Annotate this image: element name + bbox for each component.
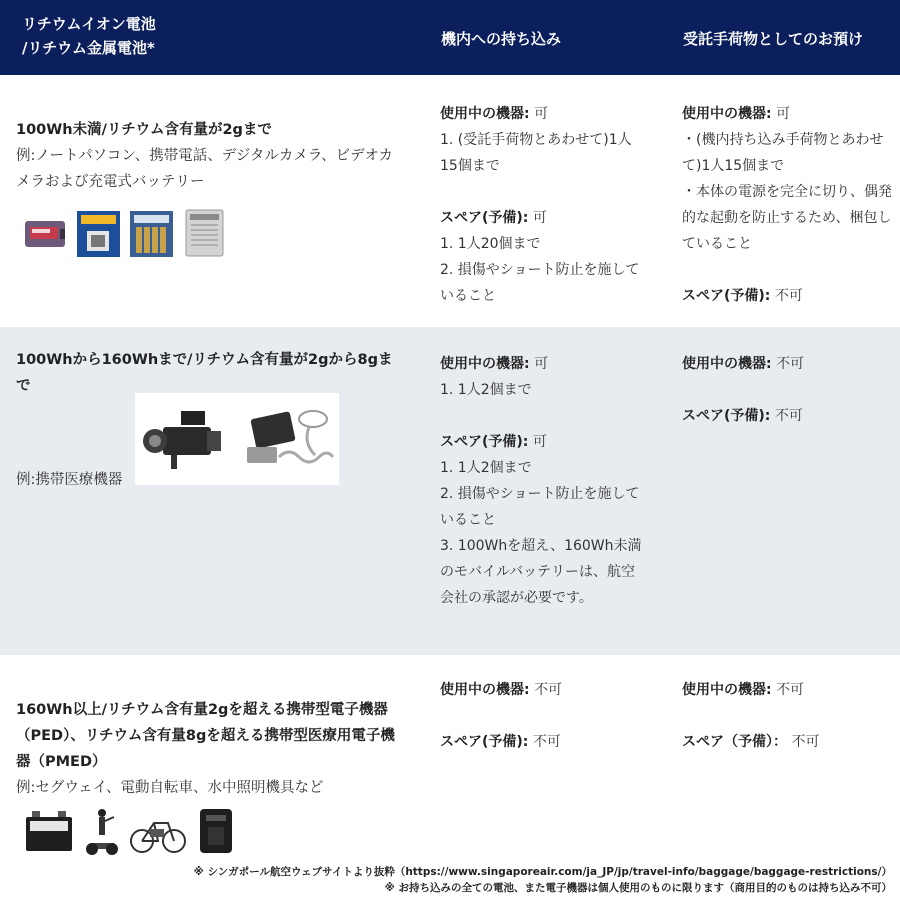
category-title: 100Wh未満/リチウム含有量が2gまで bbox=[16, 122, 272, 138]
carry-on-cell bbox=[440, 351, 645, 611]
category-example: 例:ノートパソコン、携帯電話、デジタルカメラ、ビデオカメラおよび充電式バッテリー bbox=[16, 148, 393, 190]
in-use-label: 使用中の機器: bbox=[682, 682, 772, 698]
header-carry-on: 機内への持ち込み bbox=[441, 30, 562, 48]
spare-label: スペア(予備): bbox=[440, 210, 529, 226]
source-note: ※ シンガポール航空ウェブサイトより抜粋（https://www.singaporeair.com/ja_JP/jp/travel-info/baggage/baggage-restrictions/） bbox=[193, 866, 892, 878]
laptop-battery-icon bbox=[22, 207, 69, 259]
battery-category-cell bbox=[16, 697, 406, 801]
battery-category-cell bbox=[16, 117, 406, 195]
in-use-value: 可 bbox=[776, 106, 791, 122]
in-use-value: 不可 bbox=[534, 682, 563, 698]
phone-battery-icon bbox=[181, 207, 228, 259]
checked-baggage-cell bbox=[682, 351, 892, 429]
checked-baggage-cell bbox=[682, 677, 892, 755]
table-row bbox=[0, 75, 900, 327]
spare-note: 1. 1人20個まで bbox=[440, 236, 541, 252]
in-use-label: 使用中の機器: bbox=[440, 682, 530, 698]
footnotes bbox=[12, 864, 892, 896]
spare-label: スペア(予備): bbox=[440, 734, 529, 750]
spare-note: 2. 損傷やショート防止を施していること bbox=[440, 486, 640, 528]
in-use-note: 1. 1人2個まで bbox=[440, 382, 532, 398]
spare-value: 可 bbox=[532, 434, 547, 450]
in-use-value: 可 bbox=[534, 106, 549, 122]
header-battery-type-line1: リチウムイオン電池 bbox=[22, 15, 156, 33]
personal-use-note: ※ お持ち込みの全ての電池、また電子機器は個人使用のものに限ります（商用目的のものは持ち込み不可） bbox=[384, 882, 892, 894]
spare-value: 可 bbox=[532, 210, 547, 226]
spare-value: 不可 bbox=[774, 408, 803, 424]
spare-label: スペア(予備): bbox=[682, 288, 771, 304]
spare-label: スペア(予備): bbox=[440, 434, 529, 450]
in-use-label: 使用中の機器: bbox=[682, 106, 772, 122]
in-use-value: 可 bbox=[534, 356, 549, 372]
header-battery-type-line2: /リチウム金属電池* bbox=[22, 39, 155, 57]
header-battery-type bbox=[22, 12, 402, 60]
example-label bbox=[16, 467, 406, 493]
spare-note: 1. 1人2個まで bbox=[440, 460, 532, 476]
in-use-value: 不可 bbox=[776, 682, 805, 698]
spare-label: スペア(予備): bbox=[682, 408, 771, 424]
carry-on-cell bbox=[440, 101, 645, 309]
in-use-label: 使用中の機器: bbox=[682, 356, 772, 372]
category-example: 例:セグウェイ、電動自転車、水中照明機具など bbox=[16, 780, 324, 796]
spare-note: 2. 損傷やショート防止を施していること bbox=[440, 262, 640, 304]
dive-light-battery-icon bbox=[194, 805, 238, 857]
spare-note: 3. 100Whを超え、160Wh未満のモバイルバッテリーは、航空会社の承認が必要です。 bbox=[440, 538, 642, 606]
category-title: 160Wh以上/リチウム含有量2gを超える携帯型電子機器（PED）、リチウム含有量8gを超える携帯型医療用電子機器（PMED） bbox=[16, 702, 395, 770]
aa-battery-pack-icon bbox=[128, 207, 175, 259]
device-images bbox=[22, 805, 238, 857]
category-title: 100Whから160Whまで/リチウム含有量が2gから8gまで bbox=[16, 352, 393, 394]
in-use-note: ・本体の電源を完全に切り、偶発的な起動を防止するため、梱包していること bbox=[682, 184, 892, 252]
car-battery-icon bbox=[22, 805, 76, 857]
checked-baggage-cell bbox=[682, 101, 892, 309]
spare-value: 不可 bbox=[774, 288, 803, 304]
carry-on-cell bbox=[440, 677, 645, 755]
header-checked-baggage: 受託手荷物としてのお預け bbox=[683, 30, 864, 48]
spare-value: 不可 bbox=[532, 734, 561, 750]
in-use-note: ・(機内持ち込み手荷物とあわせて)1人15個まで bbox=[682, 132, 884, 174]
camera-battery-pack-icon bbox=[75, 207, 122, 259]
table-header bbox=[0, 0, 900, 75]
electric-bike-icon bbox=[128, 805, 188, 857]
table-row bbox=[0, 655, 900, 880]
device-images bbox=[22, 207, 228, 259]
in-use-note: 1. (受託手荷物とあわせて)1人15個まで bbox=[440, 132, 632, 174]
in-use-label: 使用中の機器: bbox=[440, 106, 530, 122]
spare-value: 不可 bbox=[791, 734, 820, 750]
segway-icon bbox=[82, 805, 122, 857]
in-use-value: 不可 bbox=[776, 356, 805, 372]
table-row bbox=[0, 327, 900, 655]
category-example: 例:携帯医療機器 bbox=[16, 472, 123, 488]
spare-label: スペア（予備）： bbox=[682, 734, 787, 750]
in-use-label: 使用中の機器: bbox=[440, 356, 530, 372]
battery-category-cell bbox=[16, 347, 406, 399]
